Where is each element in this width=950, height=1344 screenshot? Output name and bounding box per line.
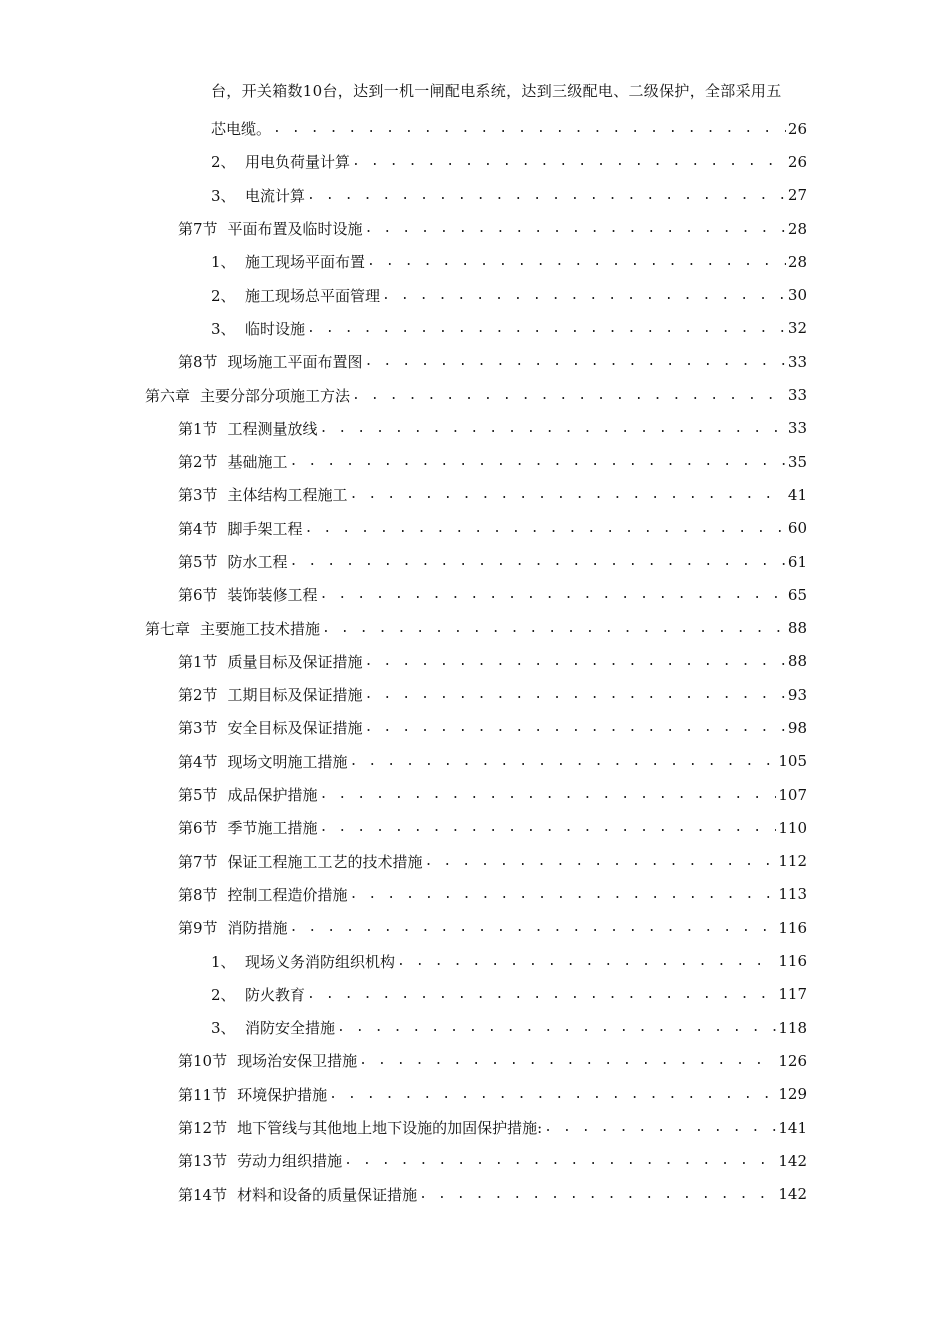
toc-entry[interactable]	[0, 711, 950, 744]
dot-leader	[359, 1053, 776, 1068]
toc-entry-number: 第1节	[178, 652, 218, 671]
toc-entry-page-number: 33	[787, 352, 807, 371]
toc-entry[interactable]	[0, 412, 950, 445]
toc-entry-number: 第13节	[178, 1152, 228, 1171]
toc-entry-page-number: 32	[787, 319, 807, 338]
toc-entry-title: 临时设施	[245, 319, 306, 338]
dot-leader	[337, 1020, 776, 1035]
toc-entry[interactable]	[0, 212, 950, 245]
toc-entry-title: 现场施工平面布置图	[227, 353, 363, 372]
dot-leader	[350, 754, 777, 769]
dot-leader	[344, 1153, 776, 1168]
toc-entry-title: 消防措施	[227, 919, 288, 938]
toc-entry-number: 第11节	[178, 1085, 228, 1104]
toc-entry-title: 装饰装修工程	[227, 586, 318, 605]
toc-entry-number: 第10节	[178, 1052, 228, 1071]
toc-entry-number: 第7节	[178, 852, 218, 871]
toc-entry-number: 第3节	[178, 719, 218, 738]
toc-entry-title: 现场文明施工措施	[227, 752, 348, 771]
toc-entry[interactable]	[0, 745, 950, 778]
toc-entry-page-number: 35	[787, 452, 807, 471]
toc-entry[interactable]	[0, 378, 950, 411]
toc-entry-page-number: 28	[787, 252, 807, 271]
toc-entry-title: 施工现场总平面管理	[245, 286, 381, 305]
dot-leader	[365, 354, 786, 369]
toc-entry-number: 3、	[211, 1019, 236, 1038]
toc-entry-page-number: 98	[787, 718, 807, 737]
toc-entry[interactable]	[0, 312, 950, 345]
toc-entry-title: 工期目标及保证措施	[227, 686, 363, 705]
toc-entry[interactable]	[0, 645, 950, 678]
toc-entry[interactable]	[0, 911, 950, 944]
toc-entry-number: 2、	[211, 153, 236, 172]
toc-entry-page-number: 30	[787, 286, 807, 305]
toc-entry-page-number: 88	[787, 652, 807, 671]
toc-entry-number: 第7节	[178, 220, 218, 239]
toc-entry-title: 平面布置及临时设施	[227, 220, 363, 239]
toc-entry[interactable]	[0, 145, 950, 178]
dot-leader	[290, 920, 777, 935]
toc-entry[interactable]	[0, 1178, 950, 1211]
toc-entry-number: 第5节	[178, 553, 218, 571]
toc-entry-page-number: 33	[787, 386, 807, 405]
toc-entry-page-number: 116	[778, 952, 807, 971]
toc-entry-title: 防火教育	[245, 985, 306, 1004]
toc-entry[interactable]	[0, 778, 950, 811]
toc-entry-page-number: 118	[778, 1018, 807, 1037]
toc-entry-title: 现场义务消防组织机构	[245, 952, 396, 971]
toc-entry-title: 芯电缆。	[211, 120, 272, 139]
toc-entry-title: 质量目标及保证措施	[227, 652, 363, 671]
toc-entry[interactable]	[0, 445, 950, 478]
dot-leader	[350, 887, 777, 902]
toc-entry[interactable]	[0, 245, 950, 278]
toc-entry-page-number: 88	[787, 619, 807, 638]
dot-leader	[273, 121, 786, 136]
toc-entry[interactable]	[0, 678, 950, 711]
toc-continuation-line: 台，开关箱数10台，达到一机一闸配电系统，达到三级配电、二级保护，全部采用五	[211, 82, 782, 100]
toc-entry-page-number: 28	[787, 219, 807, 238]
dot-leader	[367, 254, 786, 269]
dot-leader	[382, 288, 786, 303]
toc-entry-number: 第1节	[178, 419, 218, 438]
toc-entry-title: 施工现场平面布置	[245, 253, 366, 272]
toc-entry-page-number: 141	[778, 1118, 807, 1137]
dot-leader	[425, 854, 777, 869]
toc-entry[interactable]	[0, 1044, 950, 1077]
toc-entry-number: 第6节	[178, 819, 218, 838]
dot-leader	[307, 321, 786, 336]
dot-leader	[290, 554, 786, 569]
dot-leader	[352, 154, 786, 169]
toc-entry-number: 1、	[211, 253, 236, 272]
toc-entry-number: 第4节	[178, 519, 218, 538]
toc-entry-page-number: 41	[787, 485, 807, 504]
toc-entry[interactable]	[0, 278, 950, 311]
toc-entry-number: 第七章	[145, 619, 191, 638]
toc-entry-title: 材料和设备的质量保证措施	[237, 1185, 418, 1204]
toc-entry-page-number: 126	[778, 1051, 807, 1070]
toc-entry-title: 主要分部分项施工方法	[200, 386, 351, 405]
dot-leader	[305, 521, 786, 536]
toc-entry-page-number: 26	[787, 152, 807, 171]
toc-entry-title: 成品保护措施	[227, 786, 318, 805]
toc-entry-number: 第4节	[178, 752, 218, 771]
toc-entry[interactable]	[0, 978, 950, 1011]
toc-entry-title: 脚手架工程	[227, 519, 303, 538]
dot-leader	[320, 587, 786, 602]
table-of-contents	[0, 112, 950, 1211]
toc-entry-page-number: 129	[778, 1085, 807, 1104]
toc-entry[interactable]	[0, 1078, 950, 1111]
toc-entry-page-number: 112	[778, 852, 807, 871]
toc-entry-title: 用电负荷量计算	[245, 153, 351, 172]
toc-entry-page-number: 33	[787, 419, 807, 438]
toc-entry[interactable]	[0, 112, 950, 145]
toc-entry-number: 第8节	[178, 353, 218, 372]
toc-entry[interactable]	[0, 944, 950, 977]
toc-entry-title: 主体结构工程施工	[227, 486, 348, 505]
dot-leader	[329, 1087, 776, 1102]
toc-entry-title: 现场治安保卫措施	[237, 1052, 358, 1071]
toc-entry-title: 控制工程造价措施	[227, 885, 348, 904]
toc-entry-number: 第12节	[178, 1119, 228, 1138]
toc-entry-number: 第8节	[178, 885, 218, 904]
dot-leader	[322, 621, 786, 636]
dot-leader	[320, 820, 777, 835]
toc-entry-title: 安全目标及保证措施	[227, 719, 363, 738]
dot-leader	[320, 787, 777, 802]
toc-entry[interactable]	[0, 1144, 950, 1177]
toc-entry[interactable]	[0, 512, 950, 545]
dot-leader	[290, 454, 786, 469]
toc-entry-title: 防水工程	[227, 553, 288, 571]
toc-entry-page-number: 26	[787, 119, 807, 138]
toc-entry-title: 主要施工技术措施	[200, 619, 321, 638]
dot-leader	[365, 221, 786, 236]
toc-entry-page-number: 61	[787, 552, 807, 571]
dot-leader	[352, 388, 786, 403]
toc-entry-title: 消防安全措施	[245, 1019, 336, 1038]
toc-entry[interactable]	[0, 611, 950, 644]
toc-entry-number: 2、	[211, 286, 236, 305]
toc-entry-title: 地下管线与其他地上地下设施的加固保护措施:	[237, 1119, 543, 1138]
toc-entry-page-number: 142	[778, 1185, 807, 1204]
dot-leader	[397, 954, 776, 969]
toc-entry-number: 第14节	[178, 1185, 228, 1204]
dot-leader	[365, 720, 786, 735]
toc-entry-title: 基础施工	[227, 453, 288, 472]
toc-entry[interactable]	[0, 478, 950, 511]
toc-entry-number: 3、	[211, 186, 236, 205]
toc-entry-title: 保证工程施工工艺的技术措施	[227, 852, 423, 871]
toc-entry[interactable]	[0, 1011, 950, 1044]
toc-entry-number: 3、	[211, 319, 236, 338]
dot-leader	[544, 1120, 776, 1135]
dot-leader	[350, 487, 786, 502]
toc-entry[interactable]	[0, 845, 950, 878]
toc-entry[interactable]	[0, 345, 950, 378]
toc-entry-number: 第2节	[178, 453, 218, 472]
toc-entry[interactable]	[0, 1111, 950, 1144]
toc-entry-page-number: 93	[787, 685, 807, 704]
toc-entry-title: 劳动力组织措施	[237, 1152, 343, 1171]
dot-leader	[307, 188, 786, 203]
toc-entry-title: 季节施工措施	[227, 819, 318, 838]
dot-leader	[365, 687, 786, 702]
toc-entry[interactable]	[0, 179, 950, 212]
toc-entry-page-number: 105	[778, 752, 807, 771]
toc-entry-page-number: 116	[778, 918, 807, 937]
toc-entry-number: 第2节	[178, 686, 218, 705]
dot-leader	[365, 654, 786, 669]
toc-entry-page-number: 107	[778, 785, 807, 804]
dot-leader	[320, 421, 786, 436]
toc-entry-number: 第六章	[145, 386, 191, 405]
dot-leader	[307, 987, 776, 1002]
toc-entry[interactable]	[0, 578, 950, 611]
toc-entry-page-number: 27	[787, 186, 807, 205]
toc-entry-page-number: 65	[787, 585, 807, 604]
toc-entry-number: 1、	[211, 952, 236, 971]
toc-entry-number: 第9节	[178, 919, 218, 938]
toc-entry-number: 第6节	[178, 586, 218, 605]
toc-entry-page-number: 117	[778, 985, 807, 1004]
toc-entry-page-number: 142	[778, 1151, 807, 1170]
toc-entry-number: 2、	[211, 985, 236, 1004]
toc-entry-page-number: 110	[778, 818, 807, 837]
toc-entry-page-number: 60	[787, 519, 807, 538]
toc-entry-title: 电流计算	[245, 186, 306, 205]
toc-entry[interactable]	[0, 811, 950, 844]
toc-entry-title: 工程测量放线	[227, 419, 318, 438]
dot-leader	[419, 1187, 776, 1202]
toc-entry-number: 第3节	[178, 486, 218, 505]
toc-entry-number: 第5节	[178, 786, 218, 805]
toc-entry-title: 环境保护措施	[237, 1085, 328, 1104]
toc-entry-page-number: 113	[778, 885, 807, 904]
toc-entry[interactable]	[0, 545, 950, 578]
toc-entry[interactable]	[0, 878, 950, 911]
